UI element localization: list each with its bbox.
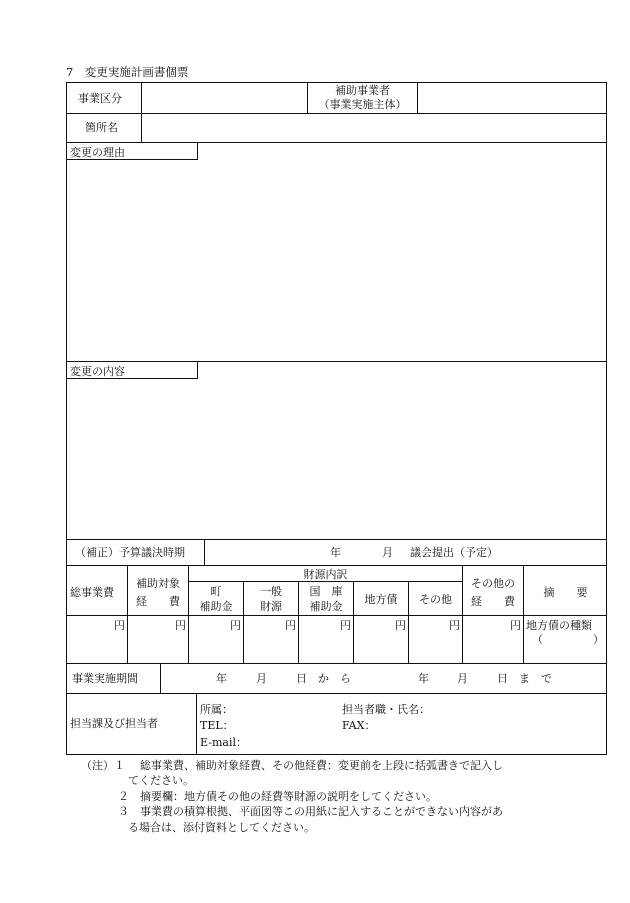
note-3-text-2: る場合は、添付資料としてください。 (128, 821, 315, 834)
budget-field[interactable] (205, 540, 606, 564)
sojigyohi-header: 総事業費 (70, 586, 114, 599)
tekiyo-header: 摘 要 (543, 586, 588, 599)
hojo-taisho-header-2: 経 費 (136, 595, 180, 608)
period-nen-2: 年 (418, 672, 429, 685)
note-3-num: ３ (118, 805, 129, 818)
hojo-jigyosha-field[interactable] (418, 83, 606, 112)
period-hi-kara: 日 か ら (296, 672, 351, 685)
contact-field[interactable] (197, 694, 606, 754)
note-3-text: 事業費の積算根拠、平面図等この用紙に記入することができない内容があ (140, 805, 503, 818)
note-2-num: ２ (118, 790, 129, 803)
fax-label: FAX： (342, 719, 376, 732)
jigyo-kubun-label: 事業区分 (78, 92, 122, 105)
budget-gikai: 議会提出（予定） (410, 546, 498, 559)
yen-sonota-keihi: 円 (510, 619, 521, 632)
yen-machi: 円 (230, 619, 241, 632)
yen-chihosai: 円 (395, 619, 406, 632)
chihosai-shurui-label: 地方債の種類 (526, 619, 592, 632)
document-title: 7 変更実施計画書個票 (66, 65, 189, 79)
jigyo-kubun-field[interactable] (142, 83, 306, 112)
period-tsuki: 月 (256, 672, 267, 685)
content-label: 変更の内容 (70, 365, 125, 378)
tel-label: TEL： (200, 719, 234, 732)
contact-label: 担当課及び担当者 (70, 717, 158, 730)
note-1-num: （注）１ (81, 759, 125, 772)
budget-nen: 年 (330, 546, 341, 559)
yen-sojigyohi: 円 (114, 619, 125, 632)
chihosai-header: 地方債 (364, 593, 398, 606)
ippan-header: 一般 (260, 585, 282, 598)
period-nen: 年 (216, 672, 227, 685)
shozoku-label: 所属： (200, 703, 233, 716)
kasho-mei-field[interactable] (142, 114, 606, 141)
content-field[interactable] (67, 380, 606, 538)
period-label: 事業実施期間 (72, 672, 138, 685)
yen-hojo-taisho: 円 (175, 619, 186, 632)
yen-ippan: 円 (285, 619, 296, 632)
sonota-header: その他 (419, 593, 452, 606)
email-label: E-mail： (200, 736, 247, 749)
machi-header-2: 補助金 (199, 600, 233, 613)
period-tsuki-2: 月 (457, 672, 468, 685)
zaigen-naiyaku-header: 財源内訳 (303, 568, 348, 581)
note-1-text-2: てください。 (128, 774, 194, 787)
sonota-keihi-header: その他の (471, 577, 515, 590)
reason-field[interactable] (67, 161, 606, 360)
period-hi-made: 日 ま で (497, 672, 552, 685)
hojo-taisho-header: 補助対象 (136, 577, 180, 590)
yen-sonota: 円 (449, 619, 460, 632)
tekiyo-field[interactable] (526, 647, 606, 662)
budget-label: （補正）予算議決時期 (75, 546, 185, 559)
note-2-text: 摘要欄：地方債その他の経費等財源の説明をしてください。 (140, 790, 437, 803)
machi-header: 町 (210, 585, 222, 598)
note-1-text: 総事業費、補助対象経費、その他経費：変更前を上段に括弧書きで記入し (140, 759, 503, 772)
sonota-keihi-header-2: 経 費 (471, 595, 515, 608)
kokko-header-2: 補助金 (309, 600, 343, 613)
period-field[interactable] (161, 664, 606, 692)
ippan-header-2: 財源 (260, 600, 282, 613)
yen-kokko: 円 (340, 619, 351, 632)
kokko-header: 国 庫 (309, 585, 343, 598)
kasho-mei-label: 箇所名 (85, 121, 118, 134)
reason-label: 変更の理由 (70, 146, 125, 159)
hojo-jigyosha-label: 補助事業者 (335, 84, 390, 97)
tanto-label: 担当者職・氏名： (342, 703, 430, 716)
budget-tsuki: 月 (382, 546, 393, 559)
hojo-jigyosha-sub: （事業実施主体） (318, 98, 407, 111)
paren-close: ） (593, 633, 604, 646)
paren-open: （ (532, 633, 543, 646)
